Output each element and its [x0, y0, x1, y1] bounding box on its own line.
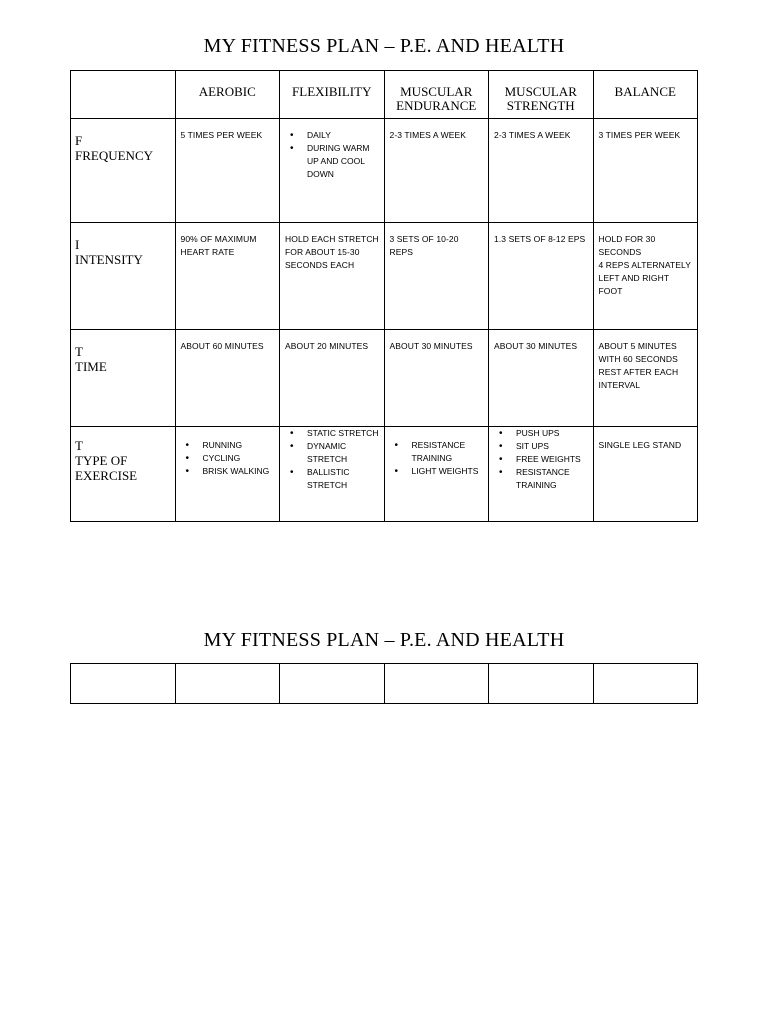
header-cell: [593, 71, 698, 119]
blank-cell: [71, 664, 176, 704]
table-cell: [175, 223, 280, 330]
table-cell: [489, 119, 594, 223]
list-item: • STATIC STRETCH: [307, 427, 382, 440]
table-cell: [175, 330, 280, 427]
row-label-cell: [71, 330, 176, 427]
frequency-flexibility-list: [280, 119, 384, 181]
table-row: [71, 223, 698, 330]
list-item: • RUNNING: [203, 439, 278, 452]
row-label-text: FREQUENCY: [75, 148, 154, 163]
table-cell: [489, 223, 594, 330]
row-label-time: [71, 330, 175, 374]
header-muscular-strength: MUSCULAR STRENGTH: [504, 84, 577, 113]
second-page-title: MY FITNESS PLAN – P.E. AND HEALTH: [203, 629, 565, 651]
list-item: • FREE WEIGHTS: [516, 453, 591, 466]
header-cell: [280, 71, 385, 119]
table-cell: [593, 223, 698, 330]
frequency-aerobic: 5 TIMES PER WEEK: [180, 130, 263, 140]
header-cell: [175, 71, 280, 119]
table-cell: [593, 330, 698, 427]
blank-cell: [489, 664, 594, 704]
list-item: • BRISK WALKING: [203, 465, 278, 478]
type-strength-list: [489, 427, 593, 492]
list-item: • PUSH UPS: [516, 427, 591, 440]
row-letter: T: [75, 344, 83, 359]
type-endurance-list: [385, 427, 489, 478]
row-letter: F: [75, 133, 83, 148]
table-cell: [384, 119, 489, 223]
table-cell: [489, 330, 594, 427]
list-item: • RESISTANCE TRAINING: [412, 439, 487, 465]
row-label-cell: [71, 119, 176, 223]
fitness-plan-table: [70, 70, 698, 522]
row-label-cell: [71, 223, 176, 330]
blank-cell: [175, 664, 280, 704]
row-label-text: TIME: [75, 359, 107, 374]
table-cell: [593, 119, 698, 223]
time-strength: ABOUT 30 MINUTES: [494, 341, 578, 351]
list-item: • DYNAMIC STRETCH: [307, 440, 382, 466]
list-item: • RESISTANCE TRAINING: [516, 466, 591, 492]
time-endurance: ABOUT 30 MINUTES: [389, 341, 473, 351]
time-flexibility: ABOUT 20 MINUTES: [285, 341, 369, 351]
table-cell: [280, 330, 385, 427]
row-label-text: TYPE OF EXERCISE: [75, 453, 138, 483]
blank-cell: [384, 664, 489, 704]
list-item: • BALLISTIC STRETCH: [307, 466, 382, 492]
row-label-frequency: [71, 119, 175, 163]
row-label-type: [71, 427, 175, 483]
blank-fitness-plan-table: [70, 663, 698, 704]
table-cell: [175, 427, 280, 522]
frequency-endurance: 2-3 TIMES A WEEK: [389, 130, 467, 140]
frequency-strength: 2-3 TIMES A WEEK: [494, 130, 571, 140]
row-label-intensity: [71, 223, 175, 267]
table-row: [71, 427, 698, 522]
table-cell: [384, 223, 489, 330]
header-corner-cell: [71, 71, 176, 119]
intensity-balance: HOLD FOR 30 SECONDS 4 REPS ALTERNATELY LEFT AND RIGHT FOOT: [598, 234, 691, 296]
row-label-cell: [71, 427, 176, 522]
intensity-flexibility: HOLD EACH STRETCH FOR ABOUT 15-30 SECONDS EACH: [285, 234, 379, 270]
list-item: • DURING WARM UP AND COOL DOWN: [307, 142, 382, 181]
type-balance: SINGLE LEG STAND: [598, 440, 682, 450]
frequency-balance: 3 TIMES PER WEEK: [598, 130, 681, 140]
header-row: [71, 71, 698, 119]
blank-cell: [593, 664, 698, 704]
time-balance: ABOUT 5 MINUTES WITH 60 SECONDS REST AFTER EACH INTERVAL: [598, 341, 679, 390]
table-row: [71, 119, 698, 223]
table-cell: [280, 223, 385, 330]
header-aerobic: AEROBIC: [198, 84, 256, 99]
page-title: MY FITNESS PLAN – P.E. AND HEALTH: [203, 35, 565, 57]
header-cell: [384, 71, 489, 119]
table-row: [71, 664, 698, 704]
list-item: • LIGHT WEIGHTS: [412, 465, 487, 478]
table-cell: [280, 119, 385, 223]
type-aerobic-list: [176, 427, 280, 478]
row-letter: I: [75, 237, 80, 252]
list-item: • DAILY: [307, 129, 382, 142]
intensity-aerobic: 90% OF MAXIMUM HEART RATE: [180, 234, 257, 257]
intensity-strength: 1.3 SETS OF 8-12 EPS: [494, 234, 586, 244]
header-flexibility: FLEXIBILITY: [292, 84, 372, 99]
table-cell: [175, 119, 280, 223]
header-cell: [489, 71, 594, 119]
time-aerobic: ABOUT 60 MINUTES: [180, 341, 264, 351]
intensity-endurance: 3 SETS OF 10-20 REPS: [389, 234, 459, 257]
table-row: [71, 330, 698, 427]
blank-cell: [280, 664, 385, 704]
row-letter: T: [75, 438, 83, 453]
table-cell: [280, 427, 385, 522]
table-cell: [593, 427, 698, 522]
table-cell: [384, 330, 489, 427]
header-muscular-endurance: MUSCULAR ENDURANCE: [396, 84, 477, 113]
list-item: • SIT UPS: [516, 440, 591, 453]
row-label-text: INTENSITY: [75, 252, 143, 267]
table-cell: [384, 427, 489, 522]
list-item: • CYCLING: [203, 452, 278, 465]
type-flexibility-list: [280, 427, 384, 492]
table-cell: [489, 427, 594, 522]
header-balance: BALANCE: [614, 84, 676, 99]
